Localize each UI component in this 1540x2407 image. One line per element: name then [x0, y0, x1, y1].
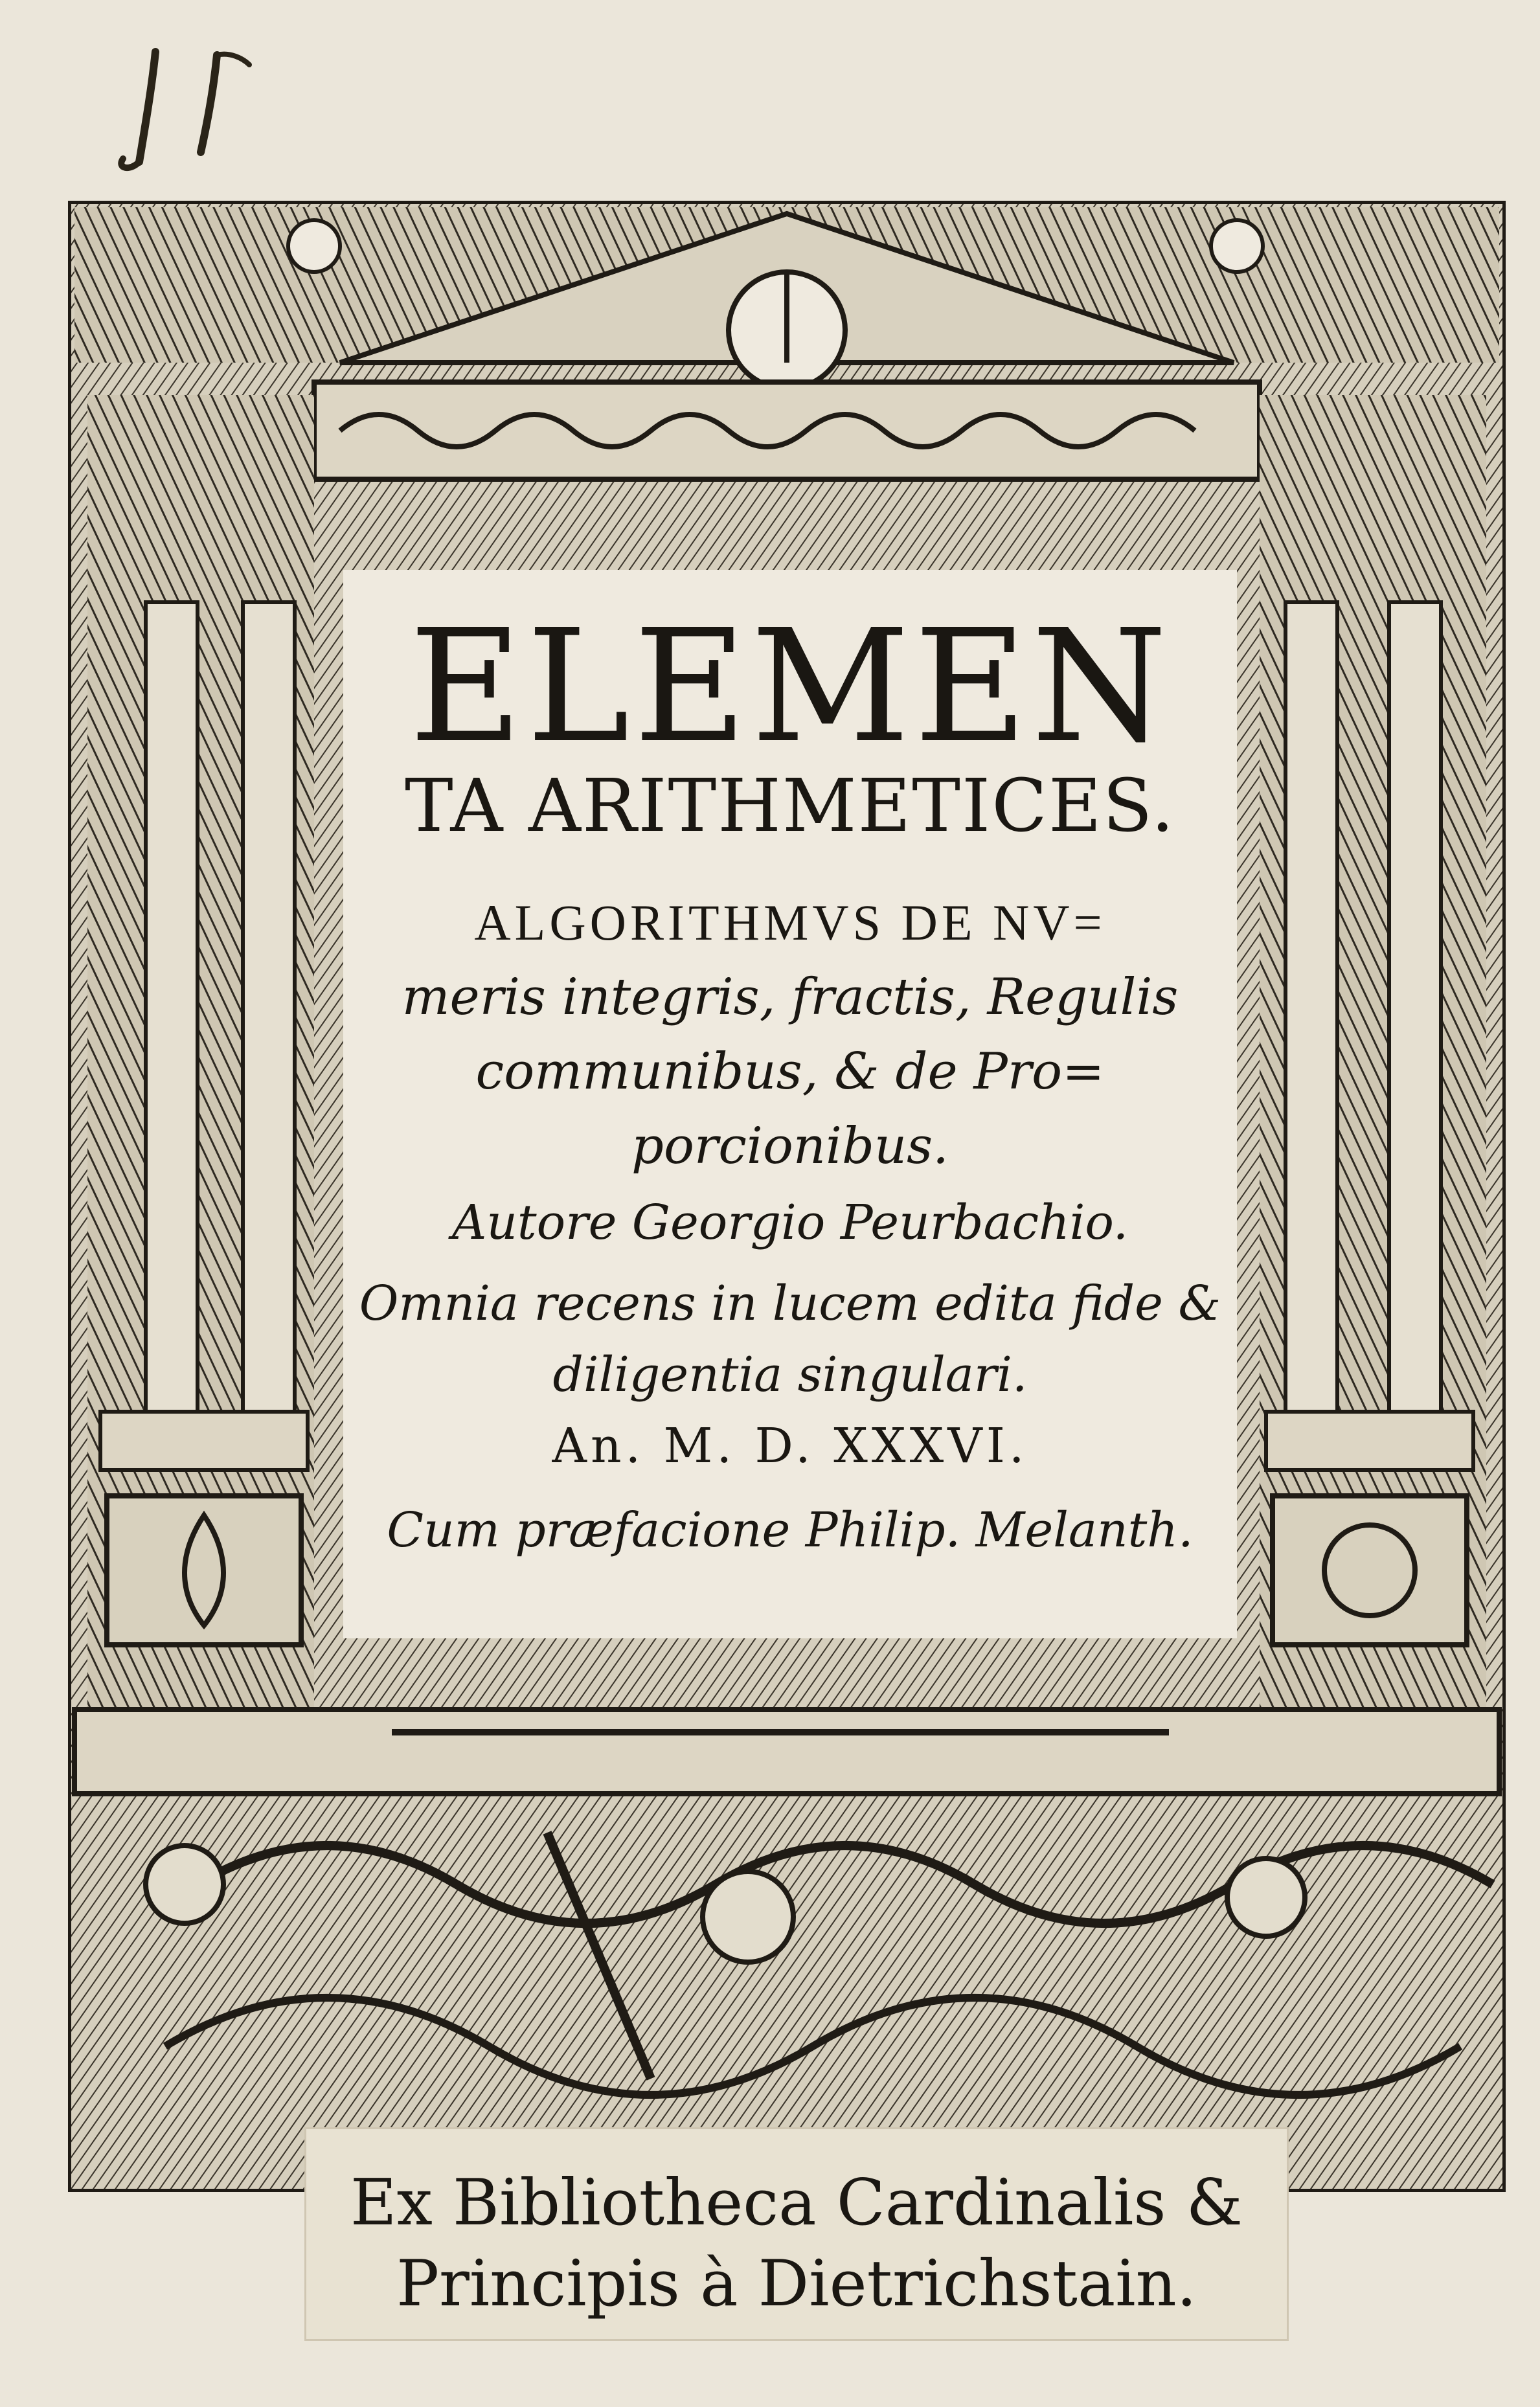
preface-line: Cum præfacione Philip. Melanth. [387, 1502, 1194, 1558]
note-line-omnia: Omnia recens in lucem edita fide & [359, 1276, 1221, 1331]
author-line: Autore Georgio Peurbachio. [451, 1195, 1129, 1250]
date-line: An. M. D. XXXVI. [552, 1418, 1028, 1474]
handwritten-number-mark [110, 39, 278, 181]
subtitle-communibus: communibus, & de Pro= [475, 1043, 1105, 1101]
subtitle-meris-integris: meris integris, fractis, Regulis [402, 968, 1179, 1026]
title-line-elemen: ELEMEN [409, 596, 1172, 777]
subtitle-algorithmus: ALGORITHMVS DE NV= [474, 894, 1106, 951]
library-ownership-label [304, 2127, 1289, 2341]
library-label-line-1: Ex Bibliotheca Cardinalis & [350, 2166, 1243, 2240]
library-label-line-2: Principis à Dietrichstain. [396, 2247, 1197, 2321]
title-line-arithmetices: TA ARITHMETICES. [404, 764, 1176, 848]
note-line-diligentia: diligentia singulari. [552, 1347, 1028, 1403]
title-text-block [343, 570, 1237, 1638]
subtitle-porcionibus: porcionibus. [631, 1117, 949, 1175]
